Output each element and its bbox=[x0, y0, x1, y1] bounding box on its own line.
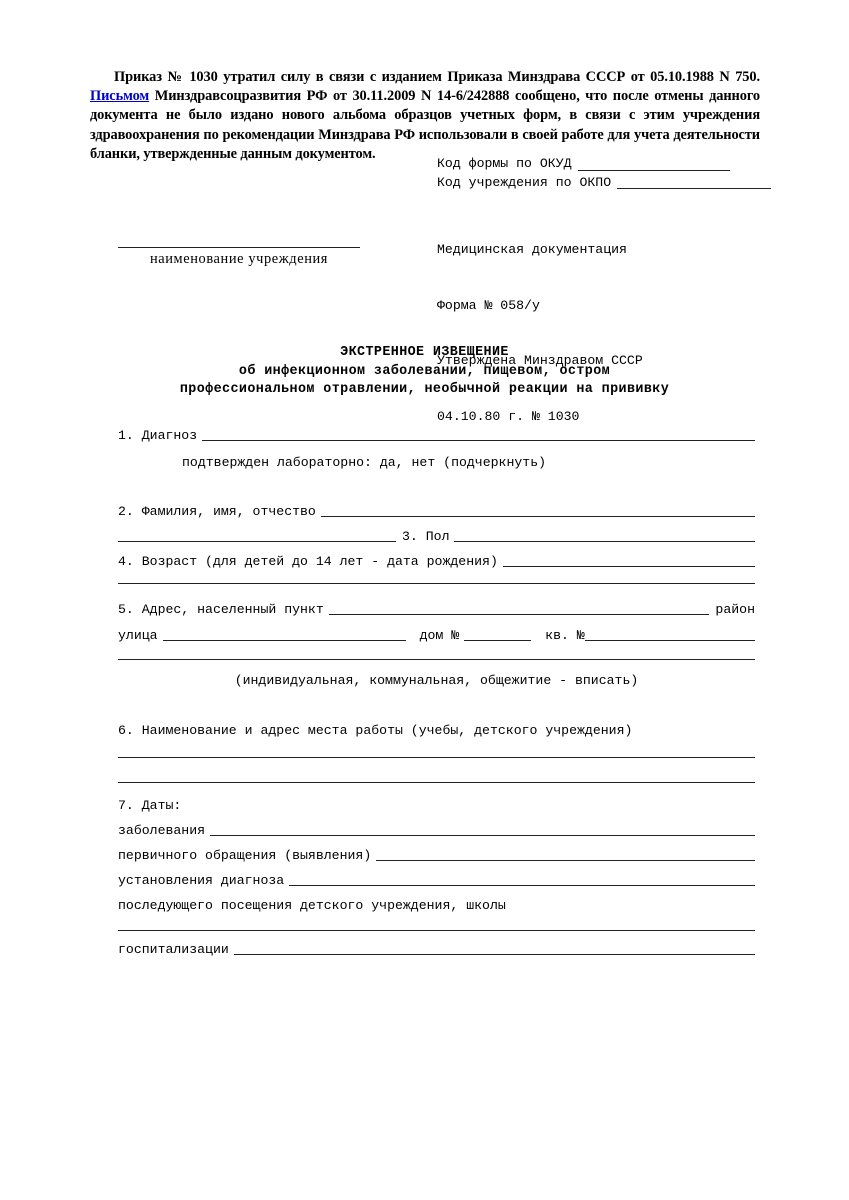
address-label: 5. Адрес, населенный пункт bbox=[118, 602, 324, 617]
age-label: 4. Возраст (для детей до 14 лет - дата рождения) bbox=[118, 554, 498, 569]
date-first-visit-input-line[interactable] bbox=[376, 860, 755, 861]
diagnosis-input-line[interactable] bbox=[202, 440, 755, 441]
date-illness-input-line[interactable] bbox=[210, 835, 755, 836]
field-date-school-visit bbox=[118, 897, 755, 914]
field-date-first-visit bbox=[118, 847, 755, 864]
field-gender-row bbox=[118, 528, 755, 545]
notice-text-part2: Минздравсоцразвития РФ от 30.11.2009 N 14-6/242888 сообщено, что после отмены данного документа не было издано нового альбома образцов учетных форм, в связи с этим учреждения здравоохранения по рекомендации Минздрава РФ использовали в своей работе для учета деятельности бланки, утвержденные данным документом. bbox=[90, 88, 760, 162]
form-info-line-2: Форма № 058/у bbox=[437, 297, 540, 313]
fullname-label: 2. Фамилия, имя, отчество bbox=[118, 504, 316, 519]
notice-text-part1: Приказ № 1030 утратил силу в связи с изданием Приказа Минздрава СССР от 05.10.1988 N 750. bbox=[114, 69, 760, 85]
document-subtitle-line-2: профессиональном отравлении, необычной реакции на прививку bbox=[179, 382, 670, 398]
field-workplace bbox=[118, 722, 755, 739]
gender-input-line[interactable] bbox=[454, 541, 755, 542]
form-info-line-1: Медицинская документация bbox=[437, 242, 627, 257]
field-date-diagnosis bbox=[118, 872, 755, 889]
street-input-line[interactable] bbox=[163, 640, 406, 641]
okpo-label: Код учреждения по ОКПО bbox=[437, 174, 612, 190]
date-hospitalization-label: госпитализации bbox=[118, 942, 229, 957]
date-school-visit-label: последующего посещения детского учреждения, школы bbox=[118, 898, 506, 913]
date-first-visit-label: первичного обращения (выявления) bbox=[118, 848, 372, 863]
date-school-visit-input-line[interactable] bbox=[118, 930, 755, 931]
diagnosis-label: 1. Диагноз bbox=[118, 428, 198, 443]
field-age bbox=[118, 553, 755, 570]
fullname-input-line[interactable] bbox=[321, 516, 755, 517]
date-hospitalization-input-line[interactable] bbox=[234, 954, 755, 955]
date-illness-label: заболевания bbox=[118, 823, 206, 838]
form-info-line-4: 04.10.80 г. № 1030 bbox=[437, 408, 580, 424]
age-input-line-continued[interactable] bbox=[118, 583, 755, 584]
institution-name-caption: наименование учреждения bbox=[149, 251, 329, 267]
field-street-house-apt bbox=[118, 627, 755, 644]
field-date-illness bbox=[118, 822, 755, 839]
gender-label: 3. Пол bbox=[402, 529, 450, 544]
housing-type-note: (индивидуальная, коммунальная, общежитие - вписать) bbox=[234, 673, 639, 688]
age-input-line[interactable] bbox=[503, 566, 755, 567]
apt-input-line[interactable] bbox=[585, 640, 755, 641]
pismom-link[interactable]: Письмом bbox=[90, 88, 150, 105]
workplace-input-line-1[interactable] bbox=[118, 757, 755, 758]
date-diagnosis-label: установления диагноза bbox=[118, 873, 285, 888]
page-title: ЭКСТРЕННОЕ ИЗВЕЩЕНИЕ bbox=[340, 345, 509, 360]
address-input-line[interactable] bbox=[329, 614, 710, 615]
address-district-suffix: район bbox=[715, 602, 755, 617]
house-input-line[interactable] bbox=[464, 640, 531, 641]
field-diagnosis bbox=[118, 427, 755, 444]
street-label: улица bbox=[118, 628, 158, 643]
address-input-line-continued[interactable] bbox=[118, 659, 755, 660]
field-fullname bbox=[118, 503, 755, 520]
apt-label: кв. № bbox=[545, 628, 585, 643]
house-label: дом № bbox=[419, 628, 460, 643]
okud-label: Код формы по ОКУД bbox=[437, 156, 572, 171]
workplace-input-line-2[interactable] bbox=[118, 782, 755, 783]
field-date-hospitalization bbox=[118, 941, 755, 958]
diagnosis-lab-note: подтвержден лабораторно: да, нет (подчеркнуть) bbox=[182, 455, 547, 470]
document-subtitle-line-1: об инфекционном заболевании, пищевом, остром bbox=[238, 363, 611, 379]
fullname-input-line-continued[interactable] bbox=[118, 541, 396, 542]
workplace-label: 6. Наименование и адрес места работы (учебы, детского учреждения) bbox=[118, 723, 633, 738]
dates-label: 7. Даты: bbox=[118, 798, 182, 813]
form-info-line-3: Утверждена Минздравом СССР bbox=[437, 353, 643, 368]
field-address bbox=[118, 601, 755, 618]
date-diagnosis-input-line[interactable] bbox=[289, 885, 755, 886]
field-dates-heading bbox=[118, 797, 755, 814]
